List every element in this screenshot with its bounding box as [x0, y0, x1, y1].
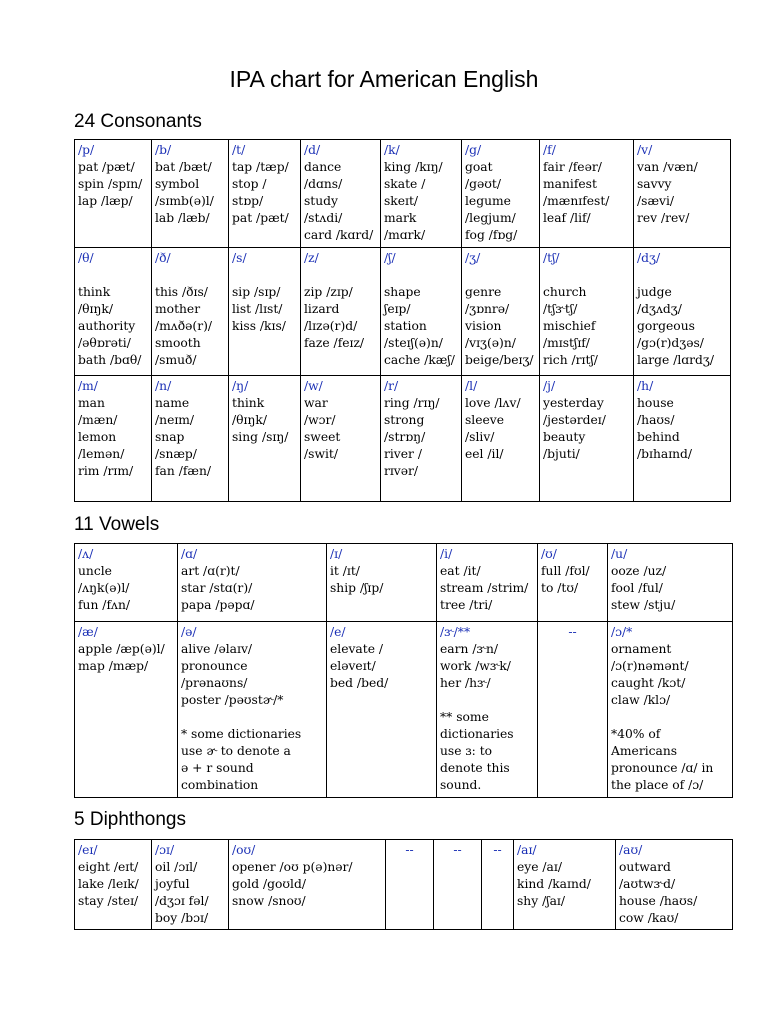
example-line: ooze /uz/: [611, 564, 667, 578]
consonants-table: [74, 139, 731, 502]
example-line: [611, 709, 729, 726]
ipa-cell: [540, 248, 634, 376]
ipa-symbol: /aɪ/: [517, 843, 537, 857]
example-line: [543, 267, 630, 284]
ipa-symbol: /ɑ/: [181, 547, 198, 561]
example-line: /ʌŋk(ə)l/: [78, 581, 130, 595]
ipa-symbol: /s/: [232, 251, 247, 265]
example-line: /mʌðə(r)/: [155, 319, 213, 333]
consonants-heading: 24 Consonants: [74, 111, 202, 132]
example-line: eye /aɪ/: [517, 860, 562, 874]
example-line: * some dictionaries: [181, 727, 302, 741]
ipa-symbol: /g/: [465, 143, 482, 157]
example-line: name: [155, 396, 190, 410]
ipa-cell: [229, 248, 301, 376]
ipa-cell: [75, 376, 152, 502]
example-line: bed /bed/: [330, 676, 389, 690]
example-line: full /fʊl/: [541, 564, 590, 578]
vowels-heading: 11 Vowels: [74, 514, 160, 535]
example-line: uncle: [78, 564, 112, 578]
example-line: war: [304, 396, 328, 410]
ipa-symbol: /ɪ/: [330, 547, 343, 561]
example-line: mischief: [543, 319, 596, 333]
example-line: /smuð/: [155, 353, 197, 367]
example-line: sleeve: [465, 413, 505, 427]
example-line: king /kɪŋ/: [384, 160, 443, 174]
ipa-symbol: /r/: [384, 379, 399, 393]
example-line: /vɪʒ(ə)n/: [465, 336, 516, 350]
example-line: pat /pæt/: [78, 160, 135, 174]
example-line: /steɪʃ(ə)n/: [384, 336, 443, 350]
example-line: /strɒŋ/: [384, 430, 426, 444]
ipa-symbol: --: [405, 843, 414, 857]
example-line: caught /kɔt/: [611, 676, 686, 690]
example-line: kiss /kɪs/: [232, 319, 286, 333]
example-line: sound.: [440, 778, 482, 792]
example-line: stop /: [232, 177, 267, 191]
ipa-cell: [381, 376, 462, 502]
example-line: eat /it/: [440, 564, 481, 578]
example-line: stew /stju/: [611, 598, 676, 612]
ipa-symbol: --: [493, 843, 502, 857]
ipa-cell: [462, 140, 540, 248]
ipa-symbol: /m/: [78, 379, 98, 393]
example-line: tree /tri/: [440, 598, 493, 612]
ipa-cell: [75, 840, 152, 930]
example-line: opener /oʊ p(ə)nər/: [232, 860, 353, 874]
example-line: zip /zɪp/: [304, 285, 353, 299]
example-line: this /ðɪs/: [155, 285, 208, 299]
example-line: shape: [384, 285, 421, 299]
example-line: *40% of: [611, 727, 661, 741]
example-line: /prənaʊns/: [181, 676, 248, 690]
example-line: van /væn/: [637, 160, 698, 174]
ipa-symbol: /v/: [637, 143, 653, 157]
example-line: fog /fɒg/: [465, 228, 518, 242]
example-line: /dɑns/: [304, 177, 343, 191]
ipa-symbol: /tʃ/: [543, 251, 560, 265]
example-line: poster /pəʊstɚ/*: [181, 693, 284, 707]
table-row: [75, 840, 733, 930]
example-line: mark: [384, 211, 417, 225]
ipa-symbol: /θ/: [78, 251, 94, 265]
ipa-cell: [152, 248, 229, 376]
example-line: sip /sɪp/: [232, 285, 281, 299]
example-line: earn /ɝn/: [440, 642, 499, 656]
ipa-symbol: --: [453, 843, 462, 857]
example-line: stɒp/: [232, 194, 264, 208]
example-line: kind /kaɪnd/: [517, 877, 591, 891]
example-line: /mɑrk/: [384, 228, 426, 242]
example-line: work /wɝk/: [440, 659, 511, 673]
example-line: yesterday: [543, 396, 604, 410]
example-line: /wɔr/: [304, 413, 336, 427]
example-line: pat /pæt/: [232, 211, 289, 225]
example-line: ** some: [440, 710, 489, 724]
example-line: genre: [465, 285, 502, 299]
ipa-cell: [616, 840, 733, 930]
ipa-symbol: /e/: [330, 625, 346, 639]
example-line: love /lʌv/: [465, 396, 521, 410]
ipa-cell: [437, 544, 538, 622]
example-line: tap /tæp/: [232, 160, 289, 174]
ipa-symbol: --: [568, 625, 577, 639]
example-line: it /ɪt/: [330, 564, 360, 578]
ipa-cell: [434, 840, 482, 930]
example-line: use ɜ: to: [440, 744, 493, 758]
example-line: map /mæp/: [78, 659, 149, 673]
ipa-cell: [327, 622, 437, 798]
example-line: sing /sɪŋ/: [232, 430, 289, 444]
example-line: /mænɪfest/: [543, 194, 610, 208]
example-line: /mɪstʃɪf/: [543, 336, 590, 350]
example-line: beauty: [543, 430, 586, 444]
example-line: bath /bɑθ/: [78, 353, 142, 367]
ipa-cell: [229, 840, 386, 930]
example-line: star /stɑ(r)/: [181, 581, 253, 595]
example-line: /sævi/: [637, 194, 675, 208]
example-line: /bɪhaɪnd/: [637, 447, 693, 461]
example-line: rev /rev/: [637, 211, 690, 225]
table-row: [75, 248, 731, 376]
ipa-cell: [152, 140, 229, 248]
example-line: fun /fʌn/: [78, 598, 131, 612]
example-line: rɪvər/: [384, 464, 419, 478]
example-line: /gəʊt/: [465, 177, 502, 191]
example-line: /ʒɒnrə/: [465, 302, 510, 316]
ipa-symbol: /l/: [465, 379, 478, 393]
example-line: /mæn/: [78, 413, 118, 427]
example-line: /θɪŋk/: [232, 413, 267, 427]
ipa-cell: [301, 376, 381, 502]
example-line: the place of /ɔ/: [611, 778, 704, 792]
ipa-symbol: /i/: [440, 547, 453, 561]
ipa-symbol: /p/: [78, 143, 95, 157]
example-line: ornament: [611, 642, 672, 656]
example-line: lizard: [304, 302, 340, 316]
example-line: [637, 267, 727, 284]
example-line: /ɔ(r)nəmənt/: [611, 659, 689, 673]
example-line: behind: [637, 430, 680, 444]
ipa-symbol: /dʒ/: [637, 251, 661, 265]
example-line: Americans: [611, 744, 678, 758]
example-line: art /ɑ(r)t/: [181, 564, 240, 578]
example-line: large /lɑrdʒ/: [637, 353, 714, 367]
example-line: lap /læp/: [78, 194, 133, 208]
example-line: symbol: [155, 177, 200, 191]
ipa-cell: [608, 622, 733, 798]
example-line: stay /steɪ/: [78, 894, 139, 908]
example-line: dance: [304, 160, 342, 174]
example-line: card /kɑrd/: [304, 228, 374, 242]
example-line: river /: [384, 447, 422, 461]
example-line: combination: [181, 778, 259, 792]
example-line: faze /feɪz/: [304, 336, 365, 350]
ipa-symbol: /u/: [611, 547, 628, 561]
example-line: /θɪŋk/: [78, 302, 113, 316]
ipa-symbol: /j/: [543, 379, 556, 393]
example-line: /lemən/: [78, 447, 125, 461]
example-line: eləveɪt/: [330, 659, 376, 673]
ipa-symbol: /k/: [384, 143, 400, 157]
example-line: /snæp/: [155, 447, 197, 461]
ipa-cell: [634, 140, 731, 248]
example-line: study: [304, 194, 338, 208]
example-line: pronounce /ɑ/ in: [611, 761, 714, 775]
ipa-cell: [386, 840, 434, 930]
example-line: eel /il/: [465, 447, 504, 461]
example-line: fool /ful/: [611, 581, 663, 595]
diphthongs-heading: 5 Diphthongs: [74, 809, 186, 830]
example-line: smooth: [155, 336, 201, 350]
ipa-symbol: /ɔɪ/: [155, 843, 175, 857]
example-line: fan /fæn/: [155, 464, 212, 478]
example-line: [232, 267, 297, 284]
ipa-cell: [152, 376, 229, 502]
ipa-symbol: /ŋ/: [232, 379, 249, 393]
example-line: alive /əlaɪv/: [181, 642, 253, 656]
ipa-cell: [538, 544, 608, 622]
example-line: [181, 709, 323, 726]
example-line: /jestərdeɪ/: [543, 413, 606, 427]
example-line: snow /snoʊ/: [232, 894, 306, 908]
example-line: /haʊs/: [637, 413, 675, 427]
ipa-cell: [229, 140, 301, 248]
ipa-symbol: /f/: [543, 143, 556, 157]
ipa-cell: [540, 376, 634, 502]
example-line: /aʊtwɝd/: [619, 877, 676, 891]
example-line: elevate /: [330, 642, 384, 656]
example-line: apple /æp(ə)l/: [78, 642, 165, 656]
page-title: IPA chart for American English: [229, 66, 539, 92]
example-line: lemon: [78, 430, 117, 444]
example-line: mother: [155, 302, 201, 316]
ipa-cell: [462, 376, 540, 502]
ipa-cell: [75, 622, 178, 798]
example-line: think: [78, 285, 111, 299]
table-row: [75, 544, 733, 622]
example-line: /sɪmb(ə)l/: [155, 194, 214, 208]
ipa-symbol: /oʊ/: [232, 843, 256, 857]
example-line: ə + r sound: [181, 761, 254, 775]
ipa-cell: [462, 248, 540, 376]
example-line: skeɪt/: [384, 194, 419, 208]
ipa-cell: [538, 622, 608, 798]
example-line: /stʌdi/: [304, 211, 343, 225]
example-line: [384, 267, 458, 284]
ipa-symbol: /ɝ/**: [440, 625, 471, 639]
ipa-symbol: /ʊ/: [541, 547, 557, 561]
example-line: leaf /lif/: [543, 211, 591, 225]
example-line: eight /eɪt/: [78, 860, 139, 874]
example-line: papa /pəpɑ/: [181, 598, 255, 612]
example-line: rim /rɪm/: [78, 464, 134, 478]
example-line: /gɔ(r)dʒəs/: [637, 336, 704, 350]
example-line: [304, 267, 377, 284]
example-line: legume: [465, 194, 511, 208]
ipa-symbol: /w/: [304, 379, 323, 393]
example-line: denote this: [440, 761, 510, 775]
ipa-cell: [75, 544, 178, 622]
example-line: /legjum/: [465, 211, 516, 225]
ipa-cell: [301, 248, 381, 376]
example-line: house /haʊs/: [619, 894, 698, 908]
example-line: [440, 692, 534, 709]
example-line: goat: [465, 160, 493, 174]
ipa-cell: [327, 544, 437, 622]
example-line: /əθɒrəti/: [78, 336, 131, 350]
example-line: cache /kæʃ/: [384, 353, 455, 367]
example-line: [155, 267, 225, 284]
example-line: authority: [78, 319, 136, 333]
example-line: /dʒʌdʒ/: [637, 302, 682, 316]
ipa-cell: [178, 622, 327, 798]
example-line: cow /kaʊ/: [619, 911, 679, 925]
table-row: [75, 140, 731, 248]
table-row: [75, 622, 733, 798]
example-line: think: [232, 396, 265, 410]
ipa-symbol: /z/: [304, 251, 319, 265]
example-line: spin /spɪn/: [78, 177, 143, 191]
example-line: /dʒɔɪ fəl/: [155, 894, 209, 908]
example-line: beige/beɪʒ/: [465, 353, 534, 367]
example-line: church: [543, 285, 587, 299]
example-line: manifest: [543, 177, 597, 191]
example-line: /tʃɝtʃ/: [543, 302, 578, 316]
example-line: her /hɝ/: [440, 676, 491, 690]
ipa-symbol: /ʌ/: [78, 547, 94, 561]
ipa-symbol: /ð/: [155, 251, 171, 265]
example-line: station: [384, 319, 427, 333]
example-line: rich /rɪtʃ/: [543, 353, 598, 367]
ipa-cell: [634, 248, 731, 376]
example-line: /neɪm/: [155, 413, 195, 427]
ipa-symbol: /t/: [232, 143, 246, 157]
ipa-cell: [514, 840, 616, 930]
example-line: boy /bɔɪ/: [155, 911, 209, 925]
ipa-symbol: /n/: [155, 379, 172, 393]
example-line: savvy: [637, 177, 672, 191]
example-line: ʃeɪp/: [384, 302, 411, 316]
ipa-cell: [301, 140, 381, 248]
example-line: [78, 267, 148, 284]
example-line: /swit/: [304, 447, 338, 461]
example-line: claw /klɔ/: [611, 693, 671, 707]
example-line: list /lɪst/: [232, 302, 283, 316]
example-line: stream /strim/: [440, 581, 529, 595]
example-line: /lɪzə(r)d/: [304, 319, 358, 333]
example-line: /bjuti/: [543, 447, 580, 461]
ipa-cell: [75, 140, 152, 248]
diphthongs-table: [74, 839, 733, 930]
example-line: joyful: [155, 877, 190, 891]
ipa-cell: [381, 140, 462, 248]
ipa-cell: [152, 840, 229, 930]
example-line: pronounce: [181, 659, 248, 673]
example-line: /sliv/: [465, 430, 495, 444]
example-line: [465, 267, 536, 284]
example-line: outward: [619, 860, 671, 874]
example-line: house: [637, 396, 674, 410]
ipa-cell: [75, 248, 152, 376]
ipa-symbol: /b/: [155, 143, 172, 157]
example-line: snap: [155, 430, 185, 444]
example-line: judge: [637, 285, 672, 299]
example-line: shy /ʃaɪ/: [517, 894, 565, 908]
ipa-symbol: /eɪ/: [78, 843, 98, 857]
ipa-cell: [540, 140, 634, 248]
example-line: gold /goʊld/: [232, 877, 306, 891]
example-line: skate /: [384, 177, 426, 191]
example-line: ship /ʃɪp/: [330, 581, 384, 595]
ipa-symbol: /d/: [304, 143, 321, 157]
example-line: use ɚ to denote a: [181, 744, 291, 758]
example-line: man: [78, 396, 105, 410]
example-line: to /tʊ/: [541, 581, 579, 595]
ipa-symbol: /ʒ/: [465, 251, 481, 265]
ipa-cell: [229, 376, 301, 502]
example-line: oil /ɔɪl/: [155, 860, 198, 874]
example-line: lab /læb/: [155, 211, 210, 225]
ipa-symbol: /æ/: [78, 625, 98, 639]
example-line: ring /rɪŋ/: [384, 396, 440, 410]
ipa-symbol: /ə/: [181, 625, 197, 639]
table-row: [75, 376, 731, 502]
ipa-cell: [178, 544, 327, 622]
example-line: strong: [384, 413, 425, 427]
vowels-table: [74, 543, 733, 798]
ipa-symbol: /ʃ/: [384, 251, 396, 265]
example-line: lake /leɪk/: [78, 877, 139, 891]
example-line: dictionaries: [440, 727, 514, 741]
ipa-cell: [482, 840, 514, 930]
example-line: vision: [465, 319, 502, 333]
example-line: bat /bæt/: [155, 160, 212, 174]
ipa-cell: [437, 622, 538, 798]
ipa-cell: [608, 544, 733, 622]
example-line: gorgeous: [637, 319, 695, 333]
ipa-symbol: /aʊ/: [619, 843, 643, 857]
example-line: sweet: [304, 430, 341, 444]
ipa-cell: [634, 376, 731, 502]
example-line: fair /feər/: [543, 160, 602, 174]
ipa-symbol: /ɔ/*: [611, 625, 633, 639]
ipa-symbol: /h/: [637, 379, 654, 393]
ipa-cell: [381, 248, 462, 376]
